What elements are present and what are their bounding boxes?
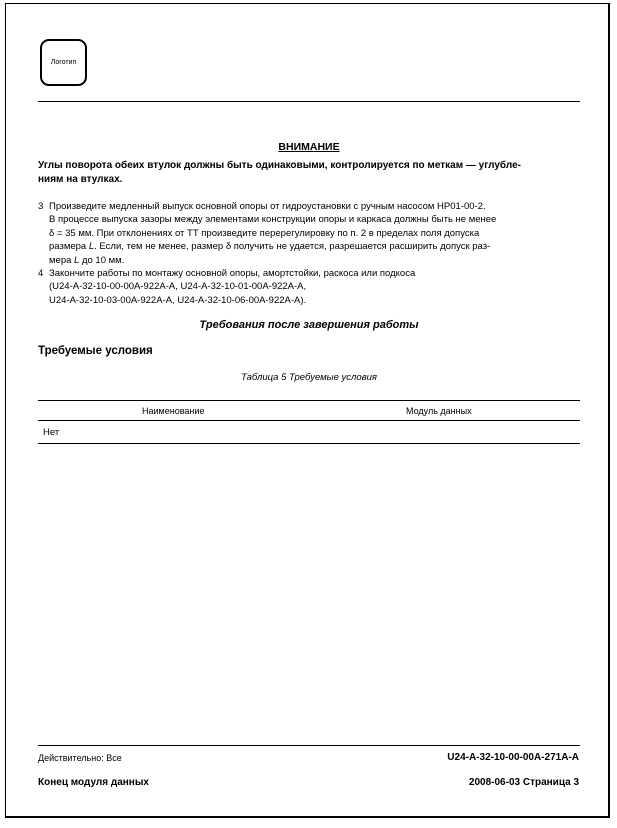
table-bottom-rule bbox=[38, 443, 580, 444]
step-line: Произведите медленный выпуск основной опоры от гидроустановки с ручным насосом НР01-00-2. bbox=[49, 201, 486, 212]
attention-line: ниям на втулках. bbox=[38, 174, 123, 185]
procedure-step-3 bbox=[38, 200, 580, 267]
dimension-variable: L bbox=[74, 254, 80, 266]
step-number: 3 bbox=[38, 201, 44, 212]
applicability: Действительно: Все bbox=[38, 753, 122, 763]
attention-line: Углы поворота обеих втулок должны быть одинаковыми, контролируется по меткам — углубле- bbox=[38, 160, 521, 171]
attention-text bbox=[38, 159, 580, 187]
step-number: 4 bbox=[38, 268, 44, 280]
step-text bbox=[49, 267, 580, 307]
table-header-rule bbox=[38, 420, 580, 421]
header-divider bbox=[38, 101, 580, 102]
date-page: 2008-06-03 Страница 3 bbox=[468, 777, 579, 788]
table-caption: Таблица 5 Требуемые условия bbox=[240, 372, 378, 383]
step-line: мера L до 10 мм. bbox=[49, 254, 125, 266]
end-of-module: Конец модуля данных bbox=[38, 777, 149, 788]
step-line: (U24-A-32-10-00-00A-922A-A, U24-A-32-10-01-00A-922A-A, bbox=[49, 281, 307, 293]
attention-title: ВНИМАНИЕ bbox=[278, 141, 340, 153]
logo-label: Логотип bbox=[50, 59, 77, 66]
procedure-step-4 bbox=[38, 267, 580, 307]
table-cell-name: Нет bbox=[43, 427, 60, 438]
step-line: U24-A-32-10-03-00A-922A-A, U24-A-32-10-06-00A-922A-A). bbox=[49, 294, 307, 306]
document-page bbox=[5, 3, 610, 818]
required-conditions-heading: Требуемые условия bbox=[38, 345, 153, 357]
column-header-module: Модуль данных bbox=[406, 406, 472, 416]
step-line: Закончите работы по монтажу основной опоры, амортстойки, раскоса или подкоса bbox=[49, 268, 416, 280]
dimension-variable: L bbox=[88, 241, 95, 253]
procedure-steps bbox=[38, 200, 580, 307]
data-module-code: U24-A-32-10-00-00A-271A-A bbox=[447, 752, 579, 763]
step-line: размера L. Если, тем не менее, размер δ получить не удается, разрешается расширить допуск раз- bbox=[49, 241, 491, 253]
step-line: В процессе выпуска зазоры между элементами конструкции опоры и каркаса должны быть не менее bbox=[49, 214, 497, 226]
step-line: δ = 35 мм. При отклонениях от ТТ произведите перерегулировку по п. 2 в пределах поля допуска bbox=[49, 227, 480, 239]
column-header-name: Наименование bbox=[142, 406, 205, 416]
footer-divider bbox=[38, 745, 580, 746]
table-top-rule bbox=[38, 400, 580, 401]
after-work-title: Требования после завершения работы bbox=[199, 319, 419, 331]
logo bbox=[40, 39, 87, 86]
step-text bbox=[49, 200, 580, 267]
